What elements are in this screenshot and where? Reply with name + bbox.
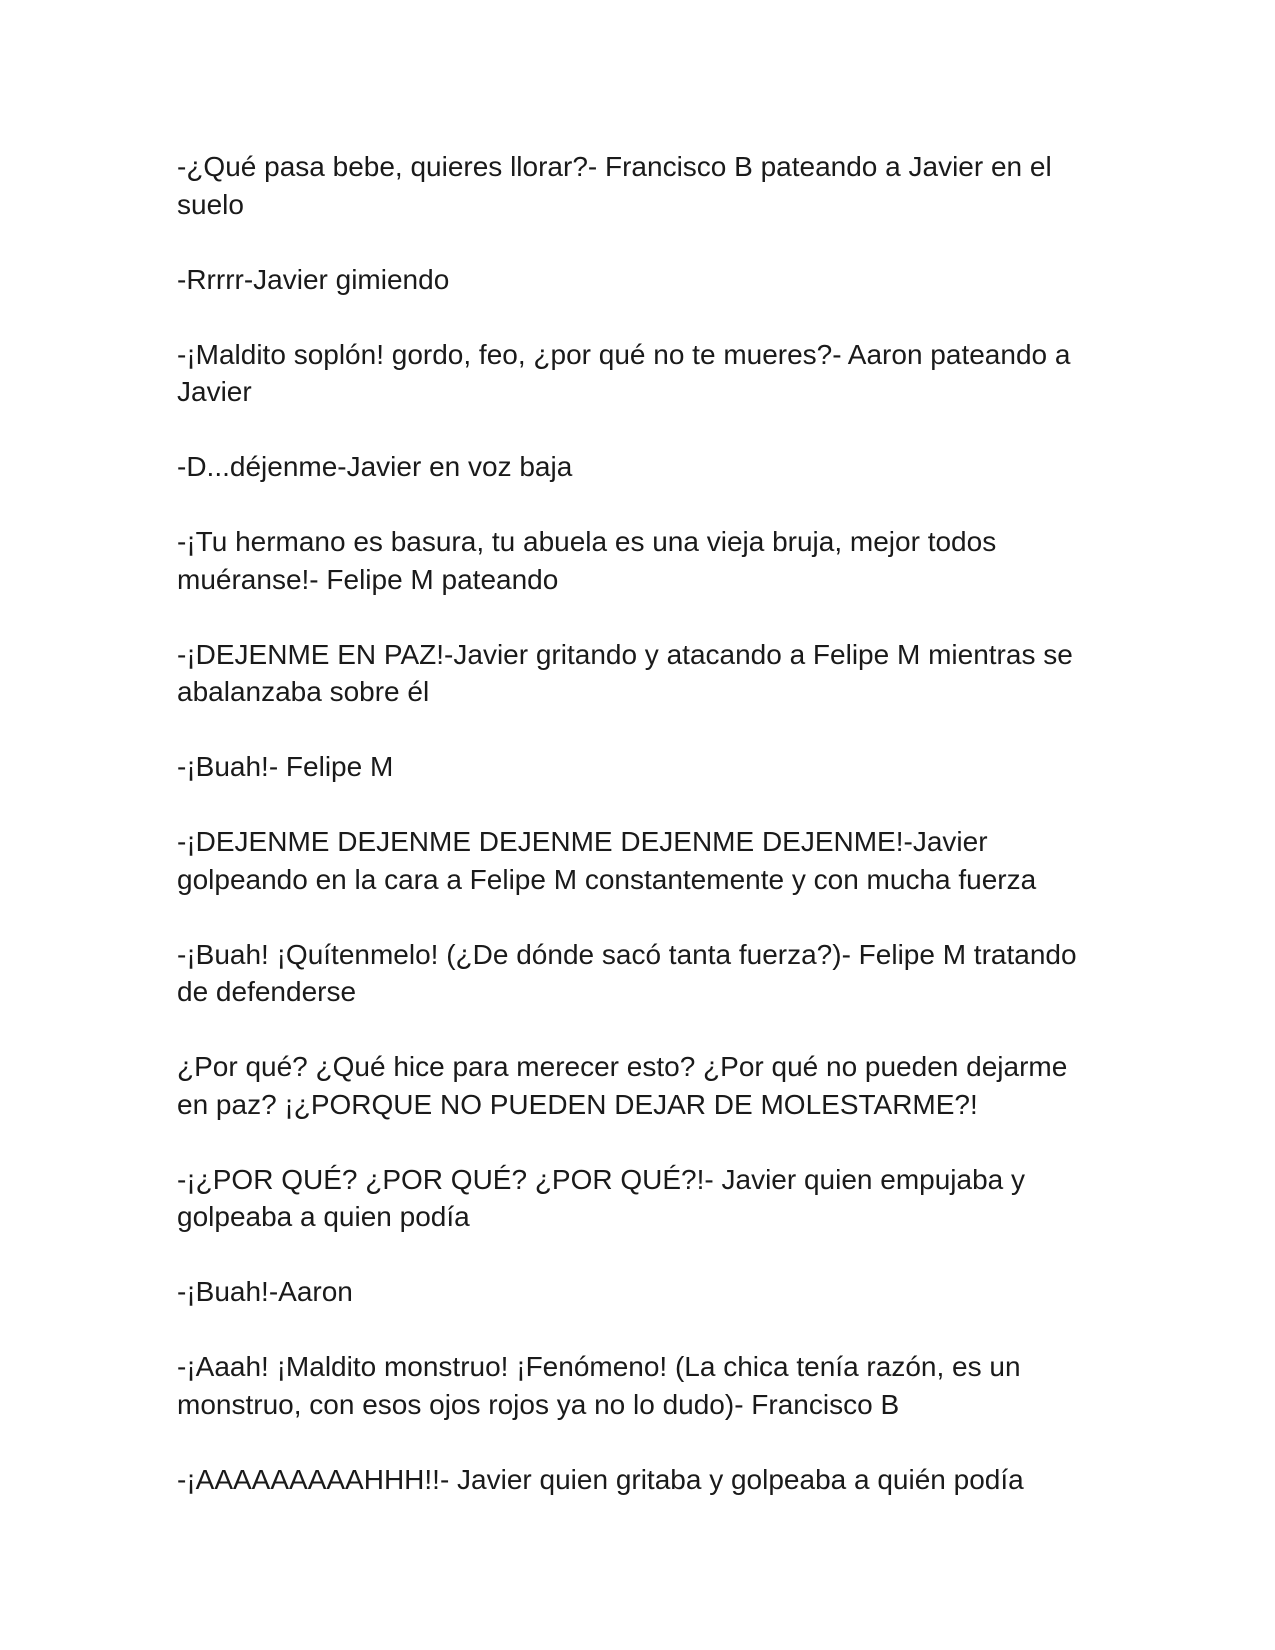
paragraph: -¡Buah! ¡Quítenmelo! (¿De dónde sacó tanta fuerza?)- Felipe M tratando de defenderse <box>177 938 1077 1007</box>
paragraph: -¿Qué pasa bebe, quieres llorar?- Francisco B pateando a Javier en el suelo <box>177 151 1052 220</box>
paragraph: -¡¿POR QUÉ? ¿POR QUÉ? ¿POR QUÉ?!- Javier quien empujaba y golpeaba a quien podía <box>177 1163 1026 1232</box>
paragraph: -¡Maldito soplón! gordo, feo, ¿por qué no te mueres?- Aaron pateando a Javier <box>177 338 1071 407</box>
paragraph: -Rrrrr-Javier gimiendo <box>177 263 450 295</box>
paragraph: -¡Tu hermano es basura, tu abuela es una vieja bruja, mejor todos muéranse!- Felipe M pateando <box>177 526 997 595</box>
paragraph: -D...déjenme-Javier en voz baja <box>177 451 573 482</box>
paragraph: -¡DEJENME EN PAZ!-Javier gritando y atacando a Felipe M mientras se abalanzaba sobre él <box>177 638 1073 707</box>
paragraph: -¡Buah!- Felipe M <box>177 751 394 782</box>
paragraph: ¿Por qué? ¿Qué hice para merecer esto? ¿Por qué no pueden dejarme en paz? ¡¿PORQUE NO PUEDEN DEJAR DE MOLESTARME?! <box>177 1051 1068 1120</box>
paragraph: -¡AAAAAAAAAHHH!!- Javier quien gritaba y golpeaba a quién podía <box>177 1463 1024 1495</box>
document-body <box>177 148 1097 1536</box>
paragraph: -¡Buah!-Aaron <box>177 1276 353 1307</box>
paragraph: -¡DEJENME DEJENME DEJENME DEJENME DEJENME!-Javier golpeando en la cara a Felipe M constantemente y con mucha fuerza <box>177 826 1037 895</box>
paragraph: -¡Aaah! ¡Maldito monstruo! ¡Fenómeno! (La chica tenía razón, es un monstruo, con esos ojos rojos ya no lo dudo)- Francisco B <box>177 1351 1021 1420</box>
